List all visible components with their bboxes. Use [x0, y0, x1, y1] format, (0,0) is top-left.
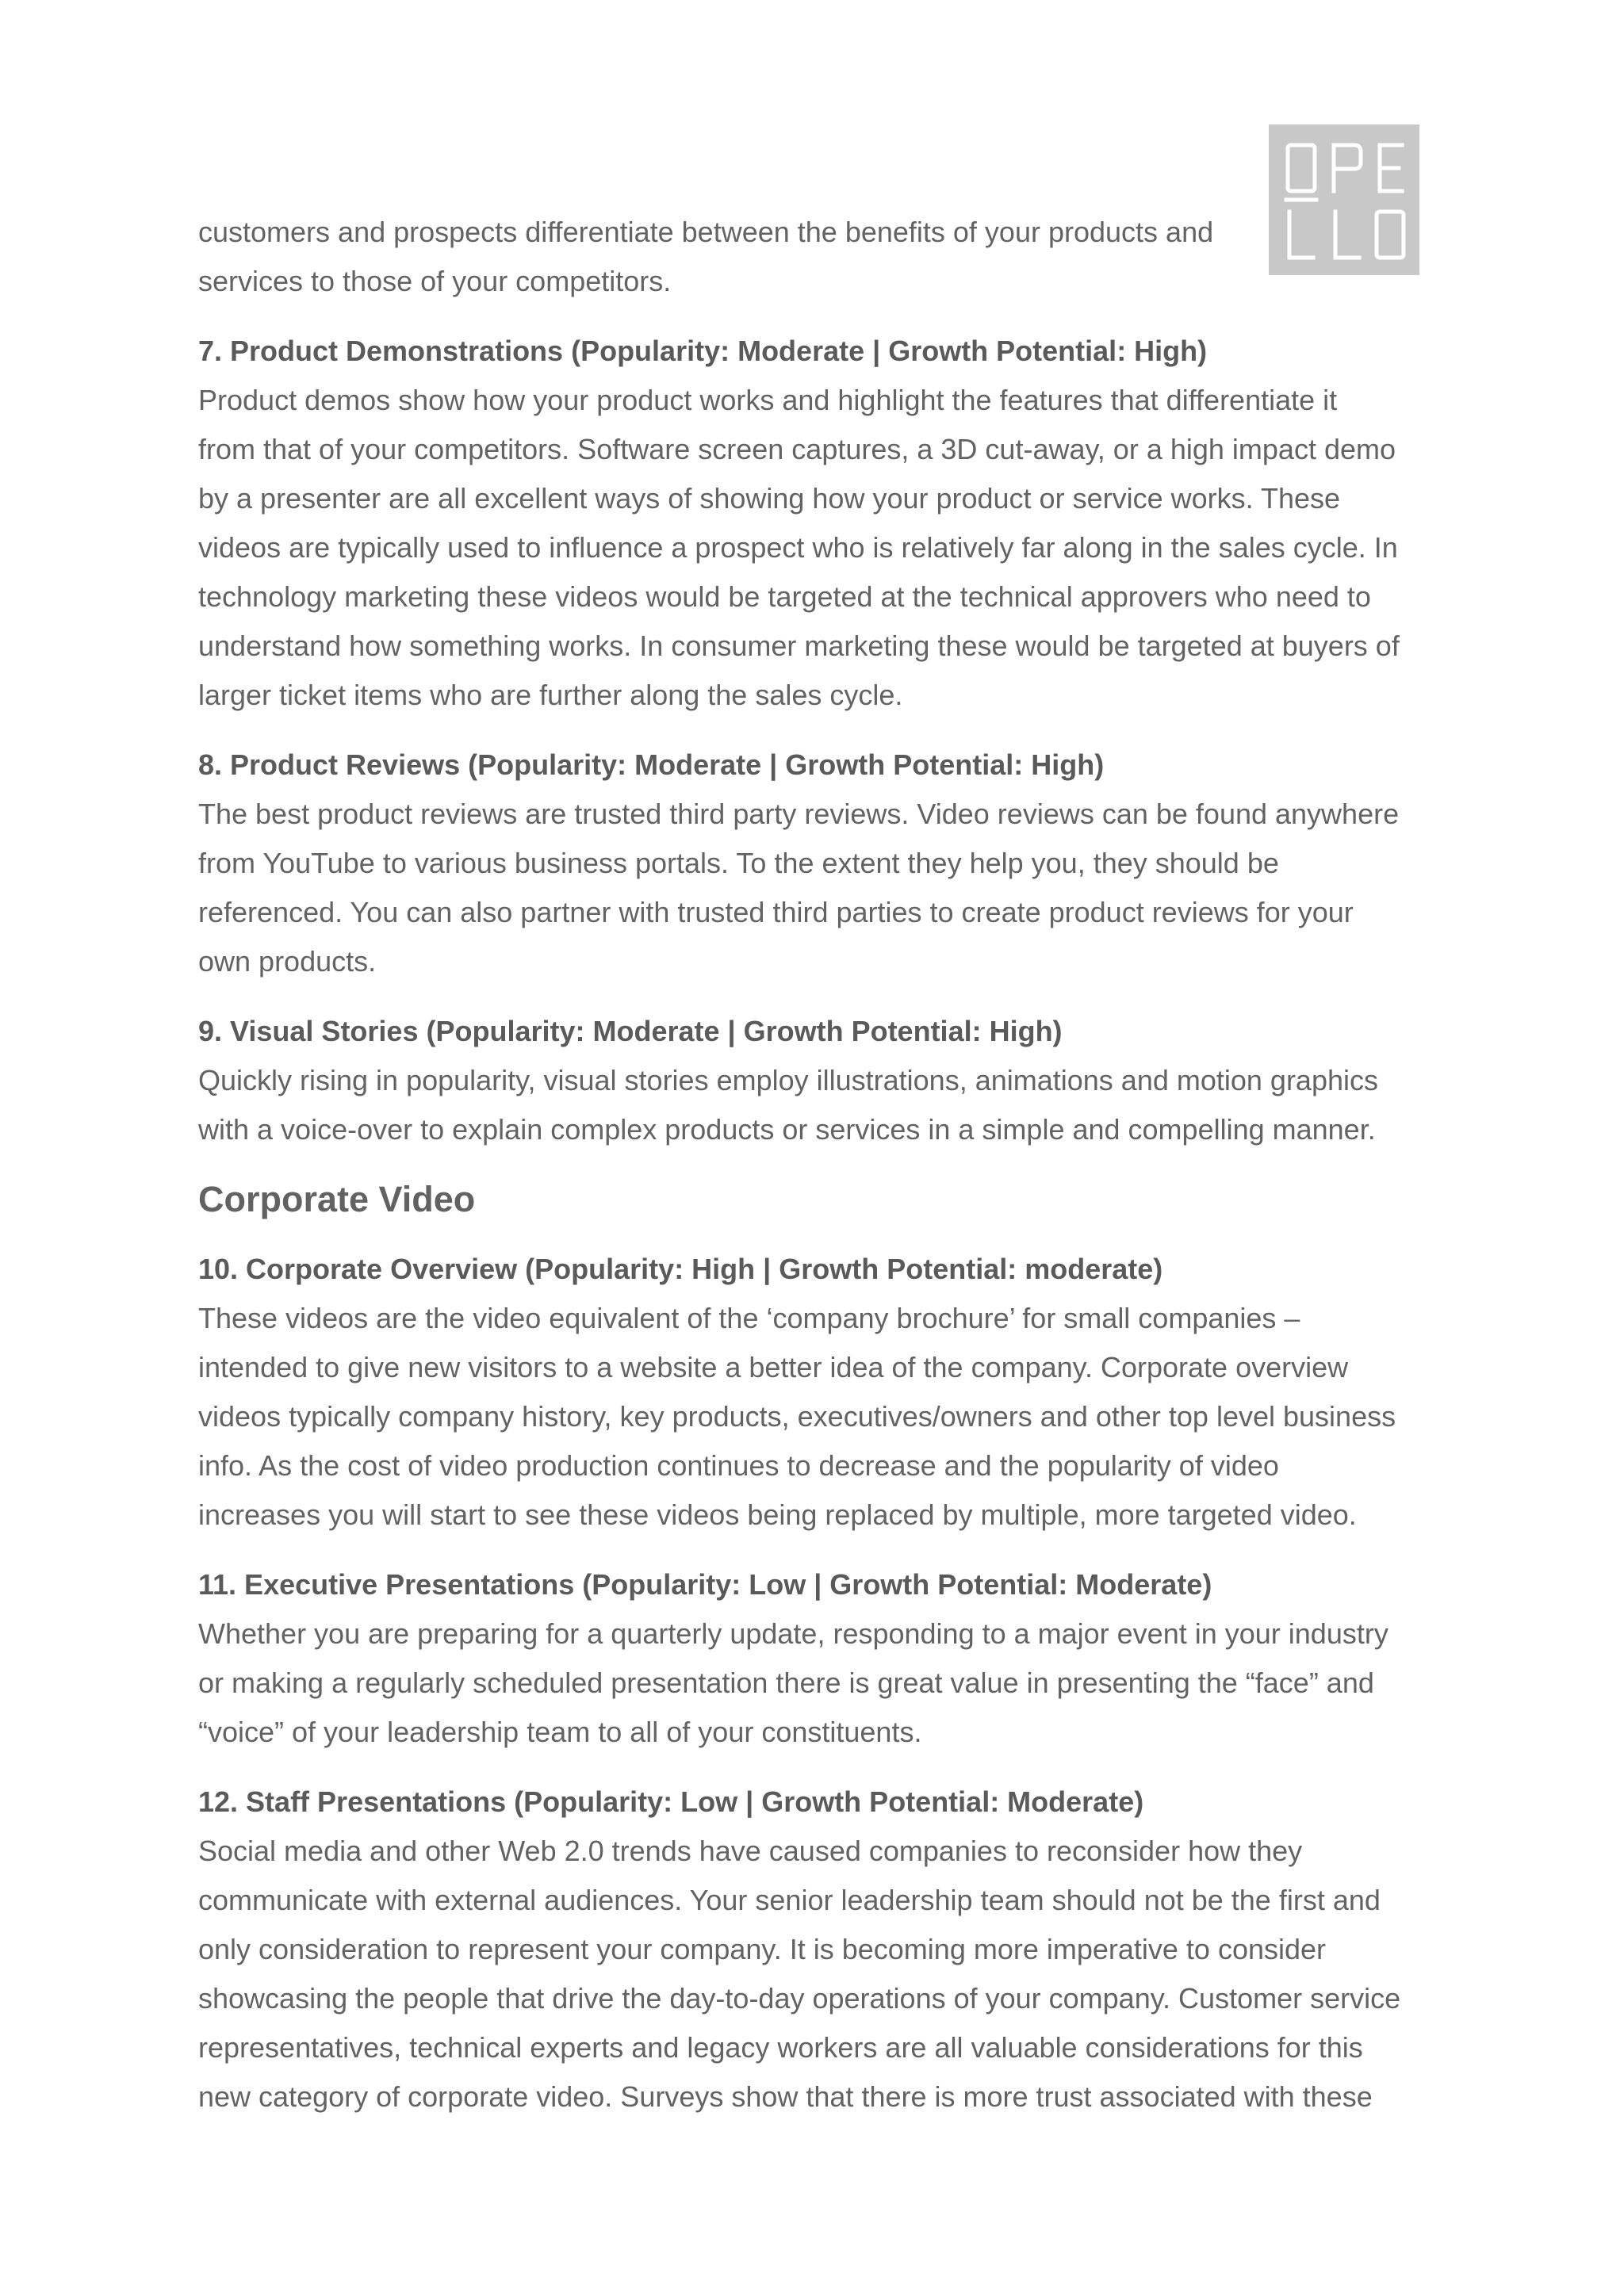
- item-line: only consideration to represent your company. It is becoming more imperative to consider: [198, 1933, 1327, 1965]
- item-staff-presentations: [198, 1777, 1435, 2122]
- intro-paragraph: [198, 208, 1261, 306]
- logo-letter-p: [1334, 145, 1361, 191]
- item-line: These videos are the video equivalent of the ‘company brochure’ for small companies –: [198, 1302, 1300, 1334]
- item-line: Social media and other Web 2.0 trends have caused companies to reconsider how they: [198, 1835, 1303, 1867]
- logo-letter-o-top: [1288, 145, 1315, 191]
- item-line: own products.: [198, 945, 377, 978]
- item-line: Whether you are preparing for a quarterly update, responding to a major event in your industry: [198, 1617, 1388, 1650]
- item-heading: 8. Product Reviews (Popularity: Moderate | Growth Potential: High): [198, 748, 1105, 781]
- item-line: from that of your competitors. Software screen captures, a 3D cut-away, or a high impact demo: [198, 433, 1396, 465]
- item-line: intended to give new visitors to a website a better idea of the company. Corporate overview: [198, 1351, 1349, 1383]
- item-heading: 10. Corporate Overview (Popularity: High | Growth Potential: moderate): [198, 1253, 1163, 1285]
- logo-letter-e: [1380, 145, 1402, 191]
- item-heading: 12. Staff Presentations (Popularity: Low | Growth Potential: Moderate): [198, 1785, 1144, 1818]
- item-line: Product demos show how your product works and highlight the features that differentiate it: [198, 384, 1338, 416]
- item-heading: 7. Product Demonstrations (Popularity: Moderate | Growth Potential: High): [198, 335, 1208, 367]
- item-heading: 9. Visual Stories (Popularity: Moderate | Growth Potential: High): [198, 1015, 1063, 1047]
- document-body: [198, 208, 1435, 2122]
- intro-line: services to those of your competitors.: [198, 265, 672, 297]
- item-line: videos typically company history, key products, executives/owners and other top level business: [198, 1400, 1396, 1433]
- item-line: videos are typically used to influence a prospect who is relatively far along in the sales cycle. In: [198, 531, 1398, 564]
- item-line: showcasing the people that drive the day-to-day operations of your company. Customer service: [198, 1982, 1401, 2015]
- item-corporate-overview: [198, 1245, 1435, 1540]
- item-heading: 11. Executive Presentations (Popularity: Low | Growth Potential: Moderate): [198, 1568, 1212, 1601]
- item-line: larger ticket items who are further along the sales cycle.: [198, 679, 903, 711]
- item-line: with a voice-over to explain complex products or services in a simple and compelling manner.: [198, 1113, 1376, 1146]
- item-line: by a presenter are all excellent ways of showing how your product or service works. These: [198, 482, 1341, 515]
- item-line: from YouTube to various business portals. To the extent they help you, they should be: [198, 847, 1279, 879]
- item-line: “voice” of your leadership team to all of your constituents.: [198, 1716, 922, 1748]
- item-line: increases you will start to see these videos being replaced by multiple, more targeted video.: [198, 1498, 1357, 1531]
- item-line: communicate with external audiences. Your senior leadership team should not be the first and: [198, 1884, 1381, 1916]
- item-line: Quickly rising in popularity, visual stories employ illustrations, animations and motion graphics: [198, 1064, 1378, 1096]
- item-line: technology marketing these videos would be targeted at the technical approvers who need to: [198, 580, 1371, 613]
- item-line: representatives, technical experts and legacy workers are all valuable considerations for this: [198, 2031, 1363, 2064]
- section-title: Corporate Video: [198, 1179, 476, 1219]
- item-line: new category of corporate video. Surveys show that there is more trust associated with these: [198, 2080, 1373, 2113]
- item-line: The best product reviews are trusted third party reviews. Video reviews can be found anywhere: [198, 798, 1400, 830]
- item-product-demonstrations: [198, 327, 1435, 720]
- item-line: info. As the cost of video production continues to decrease and the popularity of video: [198, 1449, 1279, 1482]
- item-line: understand how something works. In consumer marketing these would be targeted at buyers of: [198, 629, 1400, 662]
- item-line: or making a regularly scheduled presentation there is great value in presenting the “face” and: [198, 1667, 1374, 1699]
- item-executive-presentations: [198, 1560, 1435, 1757]
- item-line: referenced. You can also partner with trusted third parties to create product reviews for your: [198, 896, 1354, 928]
- intro-line: customers and prospects differentiate between the benefits of your products and: [198, 216, 1214, 248]
- item-product-reviews: [198, 740, 1435, 986]
- item-visual-stories: [198, 1007, 1435, 1154]
